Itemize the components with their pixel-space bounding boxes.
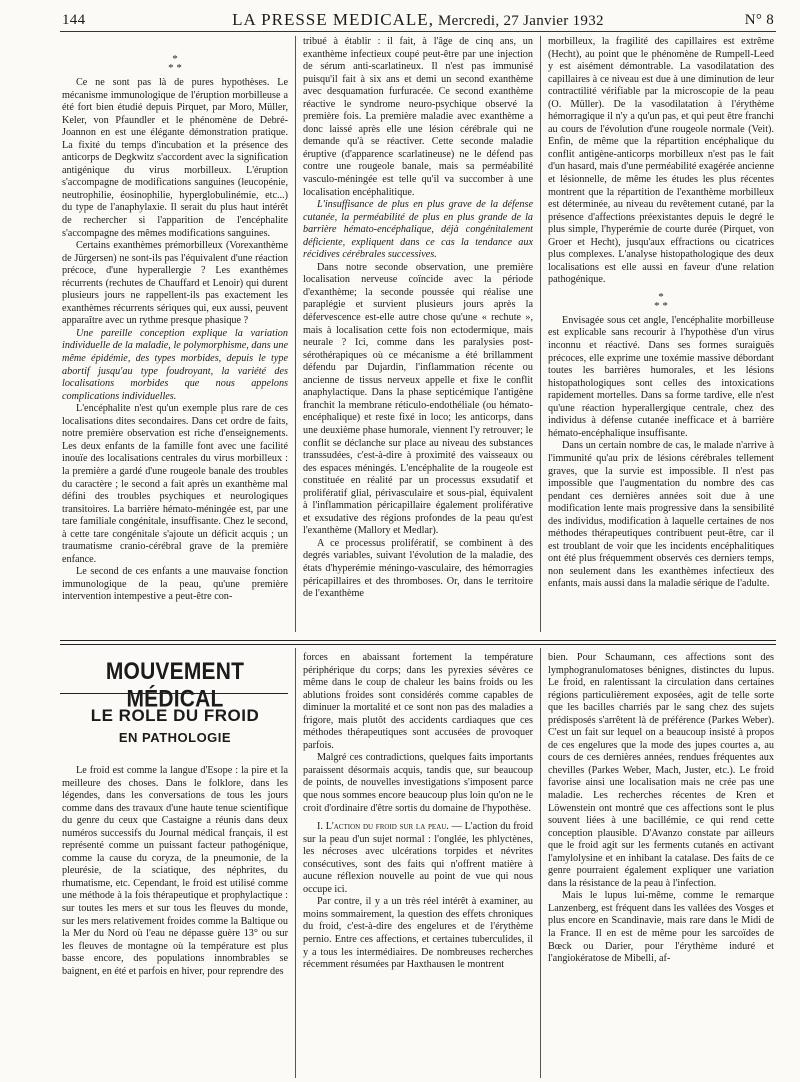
paragraph: Certains exanthèmes prémorbilleux (Vorexanthème de Jürgersen) ne sont-ils pas l'équivalent d'une réaction précoce, d'une hyperallergie ? Les exanthèmes récurrents (rechutes de Chauffard et Lenoir) qui durent plusieurs jours ne rappellent-ils pas exactement les exanthèmes récurrents sériques qui, eux aussi, peuvent apparaître avec un rythme presque phasique ? bbox=[62, 240, 288, 327]
issue-number: N° 8 bbox=[744, 12, 774, 28]
section-separator bbox=[62, 55, 288, 73]
paragraph bbox=[303, 821, 533, 896]
top-column-1 bbox=[62, 55, 288, 633]
paragraph: morbilleux, la fragilité des capillaires est extrême (Hecht), au point que le phénomène de Rumpell-Leed y est aisément démontrable. La vasodilatation des capillaires à ce niveau est due à une diminution de leur contractilité vérifiable par la microscopie de la peau (O. Müller). De la vasodilatation à l'érythème hémorragique il n'y a qu'un pas, et qui peut être franchi au cours de l'évolution d'une rougeole normale (Veit). Enfin, de même que la répartition encéphalique du conflit antigène-anticorps morbilleux n'est pas le fait d'un hasard, mais d'une perméabilité exagérée ancienne et lésionnelle, de même les études les plus récentes montrent que la répartition de l'exanthème morbilleux est déterminée, au niveau du revêtement cutané, par la présence d'affections préexistantes depuis le degré le plus simple, l'hyperémie de courte durée (Pirquet, von Groer et Hecht), jusqu'aux effractions ou cicatrices plus complexes. L'analyse histopathologique des deux localisations est elle aussi en faveur d'une relation pathogénique. bbox=[548, 36, 774, 286]
paragraph: A ce processus prolifératif, se combinent à des degrés variables, suivant l'évolution de la maladie, des états d'hyperémie méningo-vasculaire, des hémorragies péricapillaires et des thromboses. Or, dans le territoire de l'exanthème bbox=[303, 537, 533, 600]
paragraph: Le froid est comme la langue d'Esope : la pire et la meilleure des choses. Dans le folklore, dans les légendes, dans les conversations de tous les jours comme dans des travaux d'une haute tenue scientifique du genre du ceux que Castaigne a réunis dans deux numéros successifs du Journal médical français, il est représenté comme un puissant facteur pathogénique, comme la cause du coryza, de la pneumonie, de la pleurésie, de la sciatique, des néphrites, du rhumatisme, etc. Cependant, le froid est utilisé comme une méthode à la fois thérapeutique et prophylactique : sur toutes les mers et sur tous les fleuves du monde, sur les mers relativement froides comme la Baltique ou la Mer du Nord où l'eau ne dépasse guère 13° ou sur les fleuves de montagne où la température est plus basse encore, des populations innombrables se baignent, en été et parfois en hiver, pour reprendre des bbox=[62, 765, 288, 977]
paragraph: Une pareille conception explique la variation individuelle de la maladie, le polymorphisme, dans une même épidémie, des types morbides, depuis le type abortif jusqu'au type foudroyant, la variété des localisations morbides que nous appelons complications individuelles. bbox=[62, 327, 288, 402]
paragraph: Ce ne sont pas là de pures hypothèses. Le mécanisme immunologique de l'éruption morbilleuse a été fort bien étudié depuis Pirquet, par Moro, Müller, Keler, von Pfaundler et le phénomène de Debré-Joannon en est une élégante démonstration pratique. La fixité du temps d'incubation et la présence des anticorps de Degkwitz s'accordent avec la signification antigénique du virus morbilleux. L'éruption s'accompagne de modifications sanguines (leucopénie, neutrophilie, éosinophilie, hyperglobulinémie, etc...) du type de l'anaphylaxie. Il serait du plus haut intérêt de rechercher si l'apparition de l'encéphalite s'accompagne des mêmes modifications sanguines. bbox=[62, 77, 288, 239]
separator-star-top: * bbox=[172, 55, 178, 65]
paragraph: forces en abaissant fortement la température périphérique du corps; dans les pyrexies sévères ce même dans le coup de chaleur les bains froids ou les ablutions froides sont considérés comme capables de diminuer la mortalité et ce sont non pas des maladies a frigore, mais plutôt des accidents cardiaques que ces méthodes thérapeutiques sont accusées de provoquer parfois. bbox=[303, 652, 533, 751]
paragraph: Mais le lupus lui-même, comme le remarque Lanzenberg, est fréquent dans les vallées des Vosges et plus encore en Scandinavie, mais rare dans le Midi de la France. Il en est de même pour les sarcoïdes de Bœck ou Darier, pour l'érythème induré et l'angiokératose de Mibelli, af- bbox=[548, 890, 774, 965]
header-title bbox=[62, 10, 774, 30]
paragraph: Dans un certain nombre de cas, le malade n'arrive à l'immunité qu'au prix de lésions cérébrales tellement graves, que la survie est impossible. Il n'est pas impossible que l'augmentation du nombre des cas pendant ces dernières années soit due à une modification lente mais progressive dans la sensibilité des individus, modification à laquelle certaines de nos méthodes thérapeutiques contribuent peut-être, car il est troublant de voir que les incidents encéphalitiques ont été plus fréquemment observés ces derniers temps, non seulement dans les exanthèmes infectieux des enfants, mais aussi dans la maladie sérique de l'adulte. bbox=[548, 440, 774, 590]
separator-star-bottom: * * bbox=[168, 62, 182, 74]
bottom-column-2 bbox=[303, 652, 533, 1078]
section-divider bbox=[60, 640, 776, 645]
bottom-column-3 bbox=[548, 652, 774, 1078]
separator-star-bottom: * * bbox=[654, 299, 668, 312]
issue-date: Mercredi, 27 Janvier 1932 bbox=[438, 13, 604, 29]
subsection-heading: I. L'action du froid sur la peau. bbox=[317, 821, 449, 833]
top-column-3 bbox=[548, 36, 774, 633]
paragraph: Envisagée sous cet angle, l'encéphalite morbilleuse est explicable sans recourir à l'hypothèse d'un virus inconnu et réactivé. Dans ses formes suraiguës précoces, elle exprime une toxémie massive débordant toutes les barrières humorales, et les lésions histopathologiques sont celles des intoxications rapidement mortelles. Dans sa forme tardive, elle n'est qu'une réaction hyperallergique centrale, chez des individus à défense cutanée inefficace et à barrière hémato-encéphalique insuffisante. bbox=[548, 314, 774, 439]
section-separator bbox=[548, 290, 774, 312]
paragraph: bien. Pour Schaumann, ces affections sont des lymphogranulomatoses bénignes, distinctes du lupus. Le froid, en ralentissant la circulation dans certaines régions particulièrement exposées, agit de telle sorte que les bacilles charriés par le sang chez des sujets prédisposés s'arrêtent là de préférence (Parkes Weber). C'est un fait sur lequel on a beaucoup insisté à propos de ces engelures que la mode des jupes courtes a, au cours de ces dernières années, rendues fréquentes aux chevilles (Parkes Weber, Mach, Juster, etc.). Le froid favorise ainsi une localisation mais ne crée pas une maladie. Les recherches récentes de Kren et Löwenstein ont montré que ces affections sont le plus souvent liées à une bacillémie, ce qui rend cette conception plausible. D'Avanzo constate par ailleurs que le froid agit sur les ferments cutanés en activant l'amylolysine et en inhibant la catalase. Des faits de ce genre pourraient également expliquer une variation dans la résistance de la peau à l'infection. bbox=[548, 652, 774, 889]
page-number: 144 bbox=[62, 12, 86, 28]
page-header bbox=[62, 6, 774, 32]
column-rule bbox=[540, 648, 541, 1078]
article-title-block bbox=[62, 706, 288, 745]
section-name-rule bbox=[60, 693, 288, 694]
paragraph: Dans notre seconde observation, une première localisation nerveuse coïncide avec la période d'exanthème; la seconde poussée qui réalise une paraplégie et survient plusieurs jours après la défervescence est-elle autre chose qu'une « rechute », mais à localisation cette fois non ectodermique, mais neurale ? Ici, comme dans les paralysies post-sérothérapiques où ce mécanisme a été brillamment défendu par Dujardin, l'inflammation récente ou ancienne de tissus nerveux appelle et fixe le conflit anaphylactique. Dans la phase septicémique l'antigène franchit la membrane réticulo-endothéliale (ou hémato-encéphalique) et reste fixé in loco; les anticorps, dans une deuxième phase humorale, viennent l'y retrouver; le conflit se déclanche sur place au niveau des substances transsudées, c'est-à-dire à proximité des vaisseaux ou des espaces méningés. L'encéphalite de la rougeole est constituée en réalité par un processus exsudatif et prolifératif glial, périvasculaire et sous-pial, équivalent à l'inflammation péricapillaire également proliférative et exsudative des régions profondes de la peau qu'est l'exanthème (Mallory et Medlar). bbox=[303, 261, 533, 537]
paragraph: Le second de ces enfants a une mauvaise fonction immunologique de la peau, qu'une première intervention intempestive a peut-être con- bbox=[62, 566, 288, 603]
paragraph: L'encéphalite n'est qu'un exemple plus rare de ces localisations dites secondaires. Dans cet ordre de faits, notre première observation est riche d'enseignements. Les deux enfants de la famille font avec une facilité inouïe des localisations centrales du virus morbilleux : la première a gardé d'une rougeole banale des troubles du caractère ; le second a fait après un exanthème mal défini des troubles psychiques et neurologiques transitoires. La barrière hémato-méningée est, par une tare familiale congénitale, insuffisante. Chez le second, à cette tare congénitale s'ajoute un déficit acquis ; un traumatisme cranio-cérébral grave de la première enfance. bbox=[62, 403, 288, 565]
column-rule bbox=[540, 36, 541, 632]
section-name: MOUVEMENT MÉDICAL bbox=[105, 658, 245, 713]
separator-star-top: * bbox=[658, 290, 664, 303]
top-column-2 bbox=[303, 36, 533, 633]
paragraph: Malgré ces contradictions, quelques faits importants paraissent désormais acquis, tandis que, sur beaucoup de points, de nouvelles investigations s'imposent parce que nous sommes encore beaucoup plus loin qu'on ne le croit d'ordinaire d'être sortis du domaine de l'hypothèse. bbox=[303, 752, 533, 814]
header-rule bbox=[60, 31, 776, 32]
paragraph: tribué à établir : il fait, à l'âge de cinq ans, un exanthème infectieux coupé peut-être par une injection de sérum anti-scarlatineux. Il n'est pas immunisé puisqu'il fait à six ans et demi un second exanthème avec desquamation furfuracée. Ce second exanthème réactive le syndrome neuro-psychique observé la première fois. La première maladie avec exanthème a donc laissé après elle une lésion cérébrale qui ne demande qu'à se réactiver. Cette seconde maladie éruptive (d'apparence scarlatineuse) ne le défend pas contre une rougeole banale, mais sa perméabilité vasculo-méningée est telle qu'il va succomber à une localisation encéphalitique. bbox=[303, 36, 533, 198]
paragraph-text: — L'action du froid sur la peau d'un sujet normal : l'onglée, les phlyctènes, les nécroses avec ulcérations torpides et névrites consécutives, sont des faits qui n'offrent matière à aucune réflexion nouvelle au point de vue qui nous occupe ici. bbox=[303, 821, 533, 895]
article-title: LE ROLE DU FROID bbox=[90, 706, 260, 725]
column-rule bbox=[295, 36, 296, 632]
bottom-column-1 bbox=[62, 765, 288, 1077]
paragraph: L'insuffisance de plus en plus grave de la défense cutanée, la perméabilité de plus en plus grande de la barrière hémato-encéphalique, déjà congénitalement déficiente, expliquent dans ce cas la tendance aux récidives cérébrales successives. bbox=[303, 199, 533, 261]
article-subtitle: EN PATHOLOGIE bbox=[118, 730, 232, 745]
paragraph: Par contre, il y a un très réel intérêt à examiner, au moins sommairement, la question des effets chroniques du froid, c'est-à-dire des engelures et de l'érythème pernio. Entre ces affections, et certaines tuberculides, il y a tous les intermédiaires. De nombreuses recherches récemment résumées par Haxthausen le montrent bbox=[303, 896, 533, 971]
journal-name: LA PRESSE MEDICALE, bbox=[232, 10, 434, 29]
column-rule bbox=[295, 648, 296, 1078]
